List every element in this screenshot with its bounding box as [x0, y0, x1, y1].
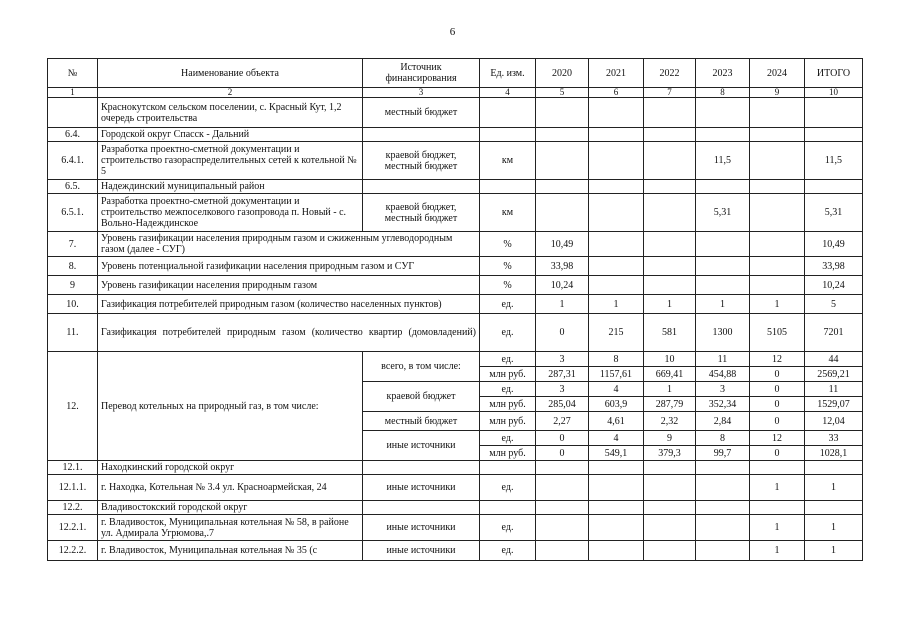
row-value — [750, 98, 805, 128]
table-row — [48, 276, 863, 295]
row-value: 8 — [696, 431, 750, 446]
row-unit — [480, 98, 536, 128]
row-value — [644, 541, 696, 561]
row-value — [589, 257, 644, 276]
row-value: 99,7 — [696, 446, 750, 461]
table-row — [48, 515, 863, 541]
row-value: 3 — [696, 382, 750, 397]
column-number: 10 — [805, 88, 863, 98]
row-name: Уровень газификации населения природным газом — [98, 276, 480, 295]
row-value — [536, 128, 589, 142]
row-value: 1 — [750, 515, 805, 541]
row-source: иные источники — [363, 541, 480, 561]
row-value — [644, 257, 696, 276]
row-value: 10,24 — [536, 276, 589, 295]
row-value: 11 — [696, 352, 750, 367]
row-value: 1157,61 — [589, 367, 644, 382]
row-value — [536, 142, 589, 180]
table-row — [48, 475, 863, 501]
column-header: Источник финансирования — [363, 59, 480, 88]
row-unit: ед. — [480, 352, 536, 367]
row-value — [805, 501, 863, 515]
row-value: 2,84 — [696, 412, 750, 431]
row-name: Уровень газификации населения природным газом и сжиженным углеводородным газом (далее - СУГ) — [98, 232, 480, 257]
row-value: 33,98 — [536, 257, 589, 276]
column-header: Ед. изм. — [480, 59, 536, 88]
row-value: 0 — [750, 367, 805, 382]
row-value: 0 — [750, 397, 805, 412]
row-name: г. Находка, Котельная № 3.4 ул. Красноармейская, 24 — [98, 475, 363, 501]
row-value: 0 — [536, 431, 589, 446]
row-number: 12.2.2. — [48, 541, 98, 561]
row-value: 4 — [589, 431, 644, 446]
column-header: ИТОГО — [805, 59, 863, 88]
row-value: 352,34 — [696, 397, 750, 412]
row-value — [805, 180, 863, 194]
row-number: 6.4. — [48, 128, 98, 142]
row-value — [536, 180, 589, 194]
row-value — [644, 98, 696, 128]
row-value: 11,5 — [805, 142, 863, 180]
row-unit: млн руб. — [480, 397, 536, 412]
row-value — [805, 461, 863, 475]
column-number: 7 — [644, 88, 696, 98]
row-value — [589, 142, 644, 180]
row-value: 1 — [805, 541, 863, 561]
table-row — [48, 541, 863, 561]
row-unit: ед. — [480, 295, 536, 314]
row-number: 12.2. — [48, 501, 98, 515]
row-value: 1300 — [696, 314, 750, 352]
row-unit: ед. — [480, 541, 536, 561]
row-name: Краснокутском сельском поселении, с. Красный Кут, 1,2 очередь строительства — [98, 98, 363, 128]
row-number: 12.1. — [48, 461, 98, 475]
row-value: 1 — [696, 295, 750, 314]
column-number: 4 — [480, 88, 536, 98]
row-value — [750, 461, 805, 475]
row-value — [536, 98, 589, 128]
row-value: 1 — [589, 295, 644, 314]
row-name: Владивостокский городской округ — [98, 501, 363, 515]
row-value: 1 — [750, 295, 805, 314]
row-value — [589, 232, 644, 257]
row-unit — [480, 461, 536, 475]
row-unit: км — [480, 194, 536, 232]
row-value: 5105 — [750, 314, 805, 352]
row-value: 379,3 — [644, 446, 696, 461]
row-value: 0 — [750, 382, 805, 397]
column-number: 2 — [98, 88, 363, 98]
row-name: Городской округ Спасск - Дальний — [98, 128, 363, 142]
row-number: 8. — [48, 257, 98, 276]
row-unit: млн руб. — [480, 367, 536, 382]
column-number: 8 — [696, 88, 750, 98]
row-value: 1 — [805, 515, 863, 541]
column-number-row — [48, 88, 863, 98]
row-value — [696, 128, 750, 142]
table-row — [48, 194, 863, 232]
row-number: 12. — [48, 352, 98, 461]
row-value — [644, 501, 696, 515]
row-value — [750, 257, 805, 276]
row-value: 2,32 — [644, 412, 696, 431]
row-value — [696, 501, 750, 515]
row-number: 6.5. — [48, 180, 98, 194]
row-number: 9 — [48, 276, 98, 295]
row-value: 44 — [805, 352, 863, 367]
row-value — [589, 515, 644, 541]
row-value: 9 — [644, 431, 696, 446]
row-value: 1 — [750, 541, 805, 561]
row-value: 1028,1 — [805, 446, 863, 461]
row-value: 11,5 — [696, 142, 750, 180]
row-name: Надеждинский муниципальный район — [98, 180, 363, 194]
row-value — [644, 194, 696, 232]
row-value: 1 — [750, 475, 805, 501]
row-value — [696, 232, 750, 257]
row-value — [750, 501, 805, 515]
row-name: Газификация потребителей природным газом (количество населенных пунктов) — [98, 295, 480, 314]
table-row — [48, 352, 863, 367]
row-value — [805, 128, 863, 142]
row-unit: % — [480, 257, 536, 276]
header-row — [48, 59, 863, 88]
column-header: 2023 — [696, 59, 750, 88]
row-value: 0 — [536, 314, 589, 352]
row-value — [536, 501, 589, 515]
row-value: 1 — [536, 295, 589, 314]
row-value: 12 — [750, 352, 805, 367]
table-row — [48, 295, 863, 314]
table-row — [48, 142, 863, 180]
row-value: 4 — [589, 382, 644, 397]
row-unit — [480, 128, 536, 142]
row-number: 10. — [48, 295, 98, 314]
column-header: 2024 — [750, 59, 805, 88]
row-source — [363, 180, 480, 194]
row-unit: млн руб. — [480, 412, 536, 431]
row-unit — [480, 501, 536, 515]
row-unit: ед. — [480, 475, 536, 501]
row-value — [750, 128, 805, 142]
row-value — [589, 276, 644, 295]
row-number: 6.5.1. — [48, 194, 98, 232]
page-number: 6 — [449, 26, 456, 38]
row-value — [536, 475, 589, 501]
row-value — [536, 541, 589, 561]
row-number: 11. — [48, 314, 98, 352]
row-value: 10,49 — [805, 232, 863, 257]
row-number — [48, 98, 98, 128]
row-value: 287,31 — [536, 367, 589, 382]
row-value — [589, 180, 644, 194]
program-table — [47, 58, 863, 561]
column-number: 9 — [750, 88, 805, 98]
row-value: 549,1 — [589, 446, 644, 461]
row-value: 11 — [805, 382, 863, 397]
column-number: 1 — [48, 88, 98, 98]
row-source: иные источники — [363, 431, 480, 461]
table-row — [48, 98, 863, 128]
row-unit: ед. — [480, 314, 536, 352]
table-row — [48, 232, 863, 257]
row-value: 0 — [750, 446, 805, 461]
row-value — [644, 142, 696, 180]
row-value — [750, 142, 805, 180]
row-value — [644, 515, 696, 541]
column-header: 2022 — [644, 59, 696, 88]
column-number: 6 — [589, 88, 644, 98]
row-value: 5 — [805, 295, 863, 314]
row-value: 2,27 — [536, 412, 589, 431]
row-value: 1 — [644, 295, 696, 314]
row-source: иные источники — [363, 515, 480, 541]
row-value — [696, 257, 750, 276]
table-row — [48, 461, 863, 475]
row-value: 2569,21 — [805, 367, 863, 382]
row-source: краевой бюджет — [363, 382, 480, 412]
row-unit: ед. — [480, 515, 536, 541]
column-number: 3 — [363, 88, 480, 98]
row-value — [696, 515, 750, 541]
row-value: 603,9 — [589, 397, 644, 412]
row-value: 669,41 — [644, 367, 696, 382]
row-value: 5,31 — [696, 194, 750, 232]
row-unit: км — [480, 142, 536, 180]
row-value — [589, 475, 644, 501]
row-source: краевой бюджет, местный бюджет — [363, 194, 480, 232]
row-value: 581 — [644, 314, 696, 352]
row-value — [589, 194, 644, 232]
row-value: 0 — [536, 446, 589, 461]
row-value: 12 — [750, 431, 805, 446]
row-value — [644, 276, 696, 295]
row-value: 0 — [750, 412, 805, 431]
row-source: всего, в том числе: — [363, 352, 480, 382]
row-value: 4,61 — [589, 412, 644, 431]
row-value — [536, 515, 589, 541]
row-unit — [480, 180, 536, 194]
row-value: 3 — [536, 382, 589, 397]
row-value — [750, 180, 805, 194]
row-value — [589, 541, 644, 561]
row-value: 10 — [644, 352, 696, 367]
row-value — [750, 276, 805, 295]
row-number: 12.2.1. — [48, 515, 98, 541]
row-value: 454,88 — [696, 367, 750, 382]
row-unit: ед. — [480, 431, 536, 446]
row-value — [589, 128, 644, 142]
row-value: 10,24 — [805, 276, 863, 295]
table-row — [48, 128, 863, 142]
row-value — [644, 475, 696, 501]
row-value: 287,79 — [644, 397, 696, 412]
row-unit: % — [480, 276, 536, 295]
row-source — [363, 128, 480, 142]
row-source: местный бюджет — [363, 412, 480, 431]
row-value — [644, 232, 696, 257]
row-value — [696, 276, 750, 295]
column-header: Наименование объекта — [98, 59, 363, 88]
row-value: 10,49 — [536, 232, 589, 257]
row-number: 12.1.1. — [48, 475, 98, 501]
row-source — [363, 501, 480, 515]
row-value: 33 — [805, 431, 863, 446]
column-number: 5 — [536, 88, 589, 98]
row-value — [696, 180, 750, 194]
table-row — [48, 314, 863, 352]
row-name: Перевод котельных на природный газ, в том числе: — [98, 352, 363, 461]
row-source: местный бюджет — [363, 98, 480, 128]
row-source — [363, 461, 480, 475]
row-value — [536, 194, 589, 232]
row-value — [805, 98, 863, 128]
row-value: 215 — [589, 314, 644, 352]
row-name: Газификация потребителей природным газом (количество квартир (домовладений) — [98, 314, 480, 352]
row-value — [589, 501, 644, 515]
row-value — [644, 180, 696, 194]
table-row — [48, 501, 863, 515]
row-value — [589, 98, 644, 128]
row-value — [750, 232, 805, 257]
row-name: Разработка проектно-сметной документации и строительство межпоселкового газопровода п. Новый - с. Вольно-Надеждинское — [98, 194, 363, 232]
row-name: г. Владивосток, Муниципальная котельная № 35 (с — [98, 541, 363, 561]
row-value: 1 — [644, 382, 696, 397]
row-value — [644, 461, 696, 475]
column-header: 2020 — [536, 59, 589, 88]
row-value: 3 — [536, 352, 589, 367]
row-name: Уровень потенциальной газификации населения природным газом и СУГ — [98, 257, 480, 276]
row-source: краевой бюджет, местный бюджет — [363, 142, 480, 180]
row-value — [696, 98, 750, 128]
row-name: г. Владивосток, Муниципальная котельная № 58, в районе ул. Адмирала Угрюмова,.7 — [98, 515, 363, 541]
row-value: 12,04 — [805, 412, 863, 431]
column-header: № — [48, 59, 98, 88]
row-value — [696, 461, 750, 475]
row-name: Разработка проектно-сметной документации и строительство газораспределительных сетей к котельной № 5 — [98, 142, 363, 180]
row-value — [589, 461, 644, 475]
row-value — [696, 541, 750, 561]
table-body — [48, 59, 863, 561]
row-value: 1529,07 — [805, 397, 863, 412]
row-value: 8 — [589, 352, 644, 367]
row-source: иные источники — [363, 475, 480, 501]
column-header: 2021 — [589, 59, 644, 88]
row-value — [644, 128, 696, 142]
row-value: 5,31 — [805, 194, 863, 232]
table-row — [48, 180, 863, 194]
row-unit: млн руб. — [480, 446, 536, 461]
row-value: 7201 — [805, 314, 863, 352]
row-value: 33,98 — [805, 257, 863, 276]
row-value — [536, 461, 589, 475]
table-row — [48, 257, 863, 276]
row-number: 7. — [48, 232, 98, 257]
row-name: Находкинский городской округ — [98, 461, 363, 475]
row-value — [696, 475, 750, 501]
row-number: 6.4.1. — [48, 142, 98, 180]
row-value: 285,04 — [536, 397, 589, 412]
row-value — [750, 194, 805, 232]
row-unit: ед. — [480, 382, 536, 397]
row-unit: % — [480, 232, 536, 257]
row-value: 1 — [805, 475, 863, 501]
